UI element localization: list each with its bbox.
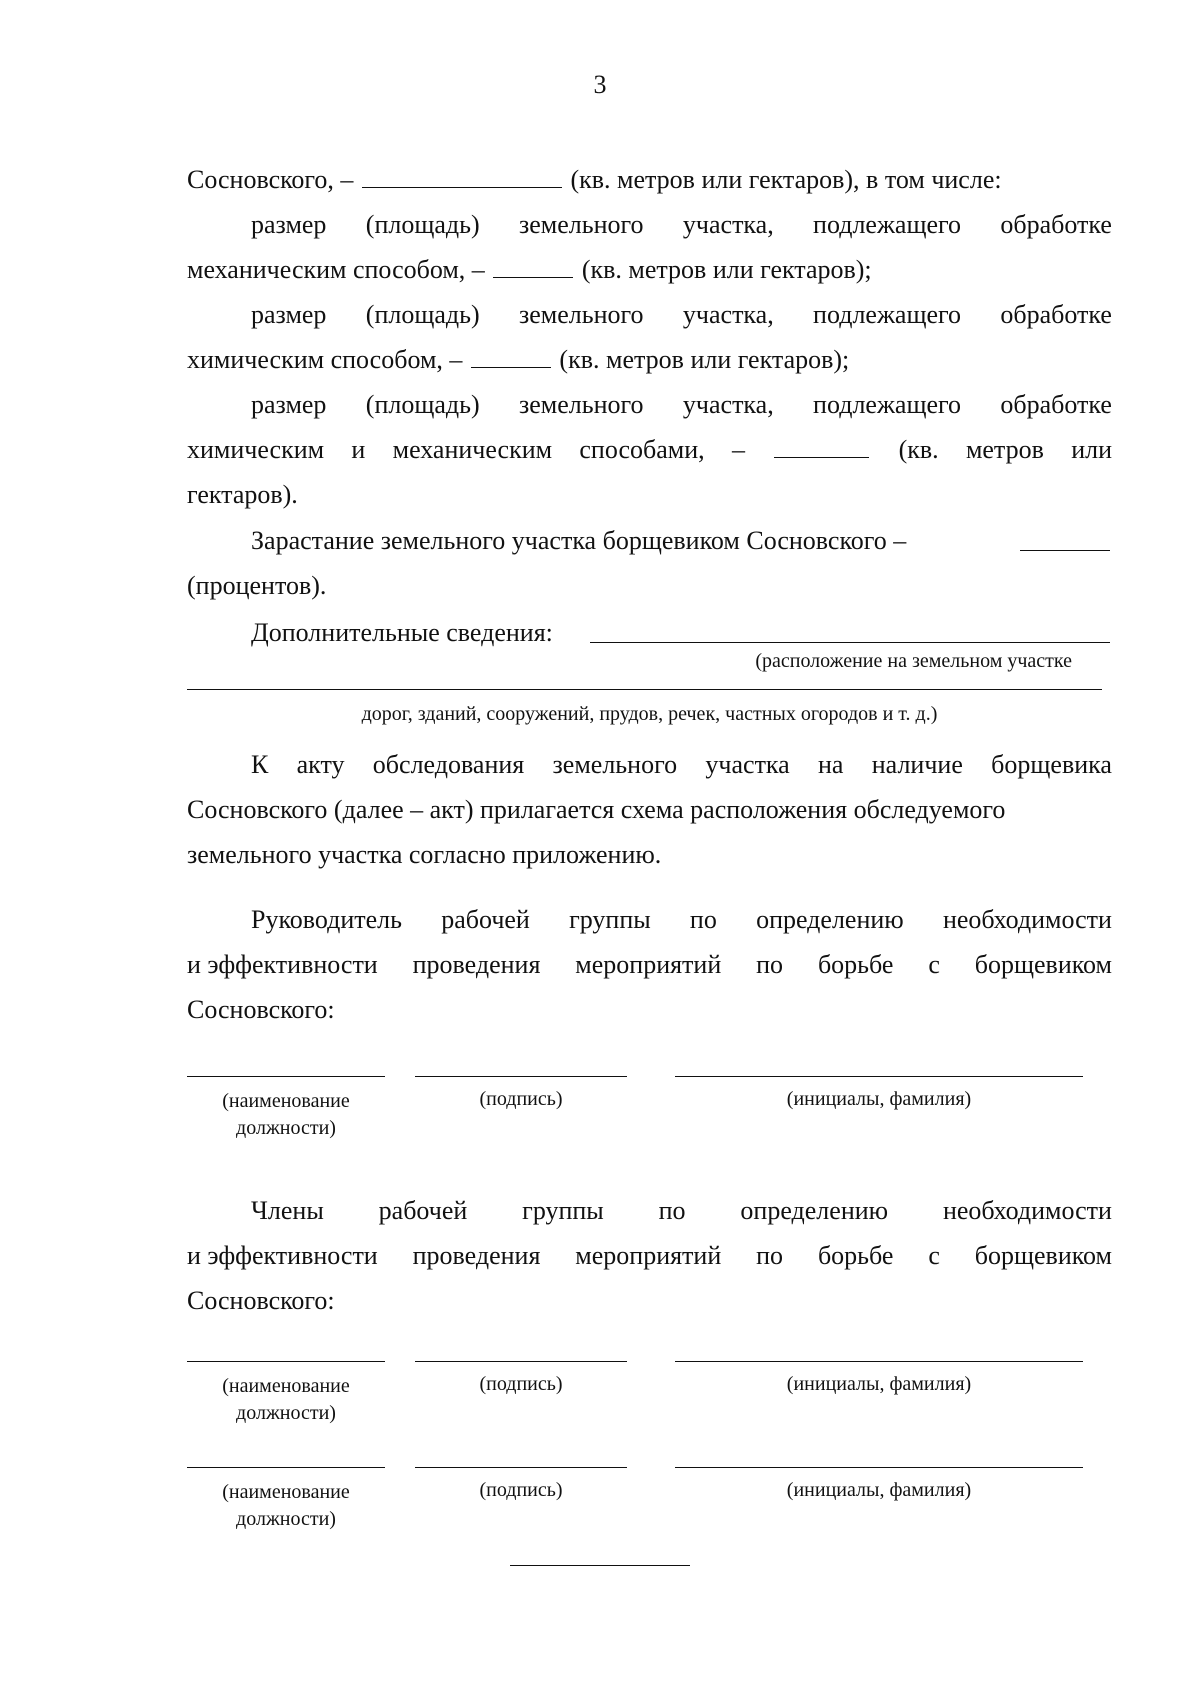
name-caption: (инициалы, фамилия) xyxy=(786,1479,972,1501)
page-number: 3 xyxy=(593,70,607,99)
name-line xyxy=(675,1467,1083,1468)
word: К xyxy=(251,750,269,779)
position-line xyxy=(187,1361,385,1362)
signature-caption: (подпись) xyxy=(479,1479,563,1501)
word: определению xyxy=(740,1196,889,1225)
word: участка, xyxy=(682,390,774,419)
word: с xyxy=(928,1241,940,1270)
head-line-1 xyxy=(187,897,1112,942)
word: необходимости xyxy=(942,905,1112,934)
attachment-line-2: Сосновского (далее – акт) прилагается схема расположения обследуемого xyxy=(187,795,1006,824)
word: по xyxy=(689,905,717,934)
both-area-line-1 xyxy=(187,382,1112,427)
word: и эффективности xyxy=(187,1241,378,1270)
word: участка xyxy=(705,750,790,779)
blank-field xyxy=(471,345,551,368)
additional-caption-2: дорог, зданий, сооружений, прудов, речек, частных огородов и т. д.) xyxy=(361,703,938,725)
name-line xyxy=(675,1361,1083,1362)
word: на xyxy=(818,750,844,779)
overgrowth-line-2: (процентов). xyxy=(187,571,327,600)
word: (площадь) xyxy=(365,300,480,329)
word: по xyxy=(756,950,784,979)
word: проведения xyxy=(412,1241,541,1270)
word: обследования xyxy=(372,750,525,779)
word: земельного xyxy=(552,750,678,779)
text-fragment: (кв. метров или гектаров); xyxy=(559,345,850,374)
word: рабочей xyxy=(378,1196,468,1225)
word: участка, xyxy=(682,300,774,329)
word: подлежащего xyxy=(813,300,962,329)
additional-info-label: Дополнительные сведения: xyxy=(251,618,553,647)
document-body xyxy=(187,157,1112,1567)
overgrowth-line-1 xyxy=(187,518,1112,563)
word: Члены xyxy=(251,1196,324,1225)
blank-field xyxy=(493,255,573,278)
word: (площадь) xyxy=(365,390,480,419)
members-line-2 xyxy=(187,1233,1112,1278)
blank-field xyxy=(362,165,562,188)
end-of-document-rule xyxy=(510,1565,690,1566)
word: по xyxy=(658,1196,686,1225)
chem-area-line-1 xyxy=(187,292,1112,337)
word: определению xyxy=(756,905,904,934)
member-signature-block-1 xyxy=(187,1361,1112,1461)
signature-line xyxy=(415,1076,627,1077)
word: химическим xyxy=(187,435,325,464)
word: борьбе xyxy=(817,950,894,979)
word: обработке xyxy=(1000,300,1112,329)
signature-caption: (подпись) xyxy=(479,1088,563,1110)
blank-field xyxy=(774,435,869,458)
text-fragment: Сосновского, – xyxy=(187,165,354,194)
word: земельного xyxy=(518,210,644,239)
word: борщевиком xyxy=(974,1241,1112,1270)
name-caption: (инициалы, фамилия) xyxy=(786,1373,972,1395)
position-caption: (наименование должности) xyxy=(222,1481,350,1530)
members-line-3: Сосновского: xyxy=(187,1286,335,1315)
word: размер xyxy=(251,210,327,239)
word: (площадь) xyxy=(365,210,480,239)
word: земельного xyxy=(518,390,644,419)
text-fragment: (кв. метров или гектаров), в том числе: xyxy=(570,165,1002,194)
word: Руководитель xyxy=(251,905,402,934)
word: проведения xyxy=(412,950,541,979)
head-signature-block xyxy=(187,1076,1112,1176)
position-line xyxy=(187,1467,385,1468)
word: борщевика xyxy=(991,750,1112,779)
word: необходимости xyxy=(942,1196,1112,1225)
members-line-1 xyxy=(187,1188,1112,1233)
word: борьбе xyxy=(817,1241,894,1270)
word: подлежащего xyxy=(813,390,962,419)
word: способами, xyxy=(579,435,705,464)
word: по xyxy=(756,1241,784,1270)
both-area-line-3: гектаров). xyxy=(187,480,298,509)
word: земельного xyxy=(518,300,644,329)
word: или xyxy=(1071,435,1112,464)
chem-area-line-2 xyxy=(187,337,1112,382)
mech-area-line-1 xyxy=(187,202,1112,247)
attachment-line-3: земельного участка согласно приложению. xyxy=(187,840,662,869)
text-fragment: (кв. метров или гектаров); xyxy=(581,255,872,284)
position-caption: (наименование должности) xyxy=(222,1375,350,1424)
word: с xyxy=(928,950,940,979)
blank-field xyxy=(590,620,1110,643)
total-area-line xyxy=(187,157,1112,202)
attachment-line-1 xyxy=(187,742,1112,787)
member-signature-block-2 xyxy=(187,1467,1112,1567)
additional-info-rule xyxy=(187,689,1102,690)
head-line-2 xyxy=(187,942,1112,987)
word: (кв. xyxy=(898,435,939,464)
word: борщевиком xyxy=(974,950,1112,979)
additional-caption-1: (расположение на земельном участке xyxy=(755,650,1072,672)
position-line xyxy=(187,1076,385,1077)
word: наличие xyxy=(871,750,963,779)
word: мероприятий xyxy=(575,1241,722,1270)
signature-caption: (подпись) xyxy=(479,1373,563,1395)
word: группы xyxy=(522,1196,604,1225)
position-caption: (наименование должности) xyxy=(222,1090,350,1139)
word: мероприятий xyxy=(575,950,722,979)
mech-area-line-2 xyxy=(187,247,1112,292)
word: механическим xyxy=(392,435,553,464)
word: размер xyxy=(251,390,327,419)
word: подлежащего xyxy=(813,210,962,239)
head-line-3: Сосновского: xyxy=(187,995,335,1024)
word: метров xyxy=(965,435,1044,464)
word: и эффективности xyxy=(187,950,378,979)
both-area-line-2 xyxy=(187,427,1112,472)
additional-info-line xyxy=(187,610,1112,655)
text-fragment: химическим способом, – xyxy=(187,345,463,374)
word: группы xyxy=(569,905,651,934)
word: размер xyxy=(251,300,327,329)
word: – xyxy=(731,435,745,464)
word: рабочей xyxy=(441,905,530,934)
word: и xyxy=(351,435,366,464)
word: обработке xyxy=(1000,390,1112,419)
signature-line xyxy=(415,1361,627,1362)
name-line xyxy=(675,1076,1083,1077)
signature-line xyxy=(415,1467,627,1468)
blank-field xyxy=(1020,528,1110,551)
word: участка, xyxy=(682,210,774,239)
name-caption: (инициалы, фамилия) xyxy=(786,1088,972,1110)
text-fragment: Зарастание земельного участка борщевиком Сосновского – xyxy=(251,526,907,555)
text-fragment: механическим способом, – xyxy=(187,255,485,284)
word: акту xyxy=(296,750,345,779)
word: обработке xyxy=(1000,210,1112,239)
